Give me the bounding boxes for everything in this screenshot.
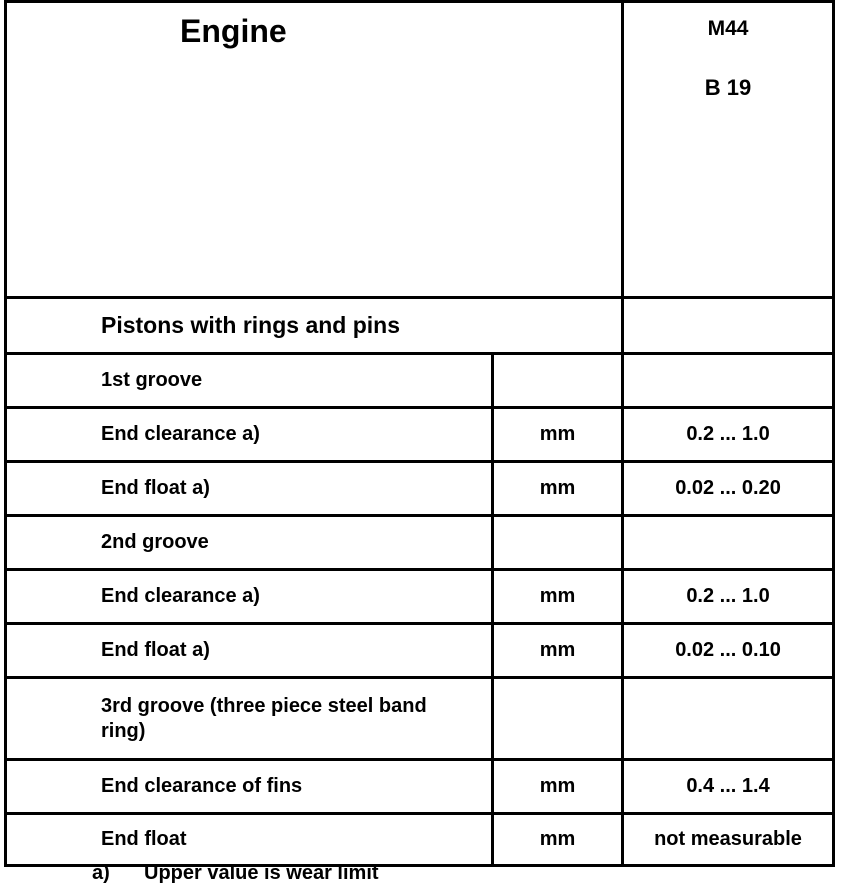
specification-table: [4, 0, 835, 867]
engine-designation: [623, 2, 834, 298]
section-value-cell: [623, 298, 834, 354]
engine-model: M44: [707, 17, 749, 40]
row-value: [623, 354, 834, 408]
row-unit: mm: [493, 760, 623, 814]
table-row: [6, 408, 834, 462]
row-label: End float a): [6, 624, 493, 678]
row-unit: mm: [493, 814, 623, 866]
row-value: 0.02 ... 0.20: [623, 462, 834, 516]
row-label: End clearance a): [6, 408, 493, 462]
row-unit: mm: [493, 408, 623, 462]
table-title: Engine: [6, 2, 623, 298]
table-row: [6, 760, 834, 814]
row-label: End clearance of fins: [6, 760, 493, 814]
row-value: [623, 678, 834, 760]
header-row: [6, 2, 834, 298]
section-row: [6, 298, 834, 354]
row-value: 0.02 ... 0.10: [623, 624, 834, 678]
table-row: [6, 814, 834, 866]
footnote-text: Upper value is wear limit: [144, 862, 379, 884]
row-value: not measurable: [623, 814, 834, 866]
table-row: [6, 516, 834, 570]
row-unit: mm: [493, 624, 623, 678]
table-row: [6, 678, 834, 760]
table-row: [6, 462, 834, 516]
row-value: 0.2 ... 1.0: [623, 408, 834, 462]
footnote-marker: a): [92, 862, 110, 884]
row-value: 0.4 ... 1.4: [623, 760, 834, 814]
row-unit: [493, 516, 623, 570]
table-row: [6, 570, 834, 624]
table-row: [6, 624, 834, 678]
row-label: 2nd groove: [6, 516, 493, 570]
row-label: End float: [6, 814, 493, 866]
row-unit: mm: [493, 462, 623, 516]
row-unit: mm: [493, 570, 623, 624]
footnote: [92, 862, 379, 885]
row-label: 1st groove: [6, 354, 493, 408]
row-label: End clearance a): [6, 570, 493, 624]
row-label: 3rd groove (three piece steel band ring): [6, 678, 493, 760]
row-value: [623, 516, 834, 570]
section-title: Pistons with rings and pins: [6, 298, 623, 354]
row-unit: [493, 678, 623, 760]
row-unit: [493, 354, 623, 408]
row-label: End float a): [6, 462, 493, 516]
engine-type: B 19: [704, 75, 752, 100]
table-row: [6, 354, 834, 408]
row-value: 0.2 ... 1.0: [623, 570, 834, 624]
